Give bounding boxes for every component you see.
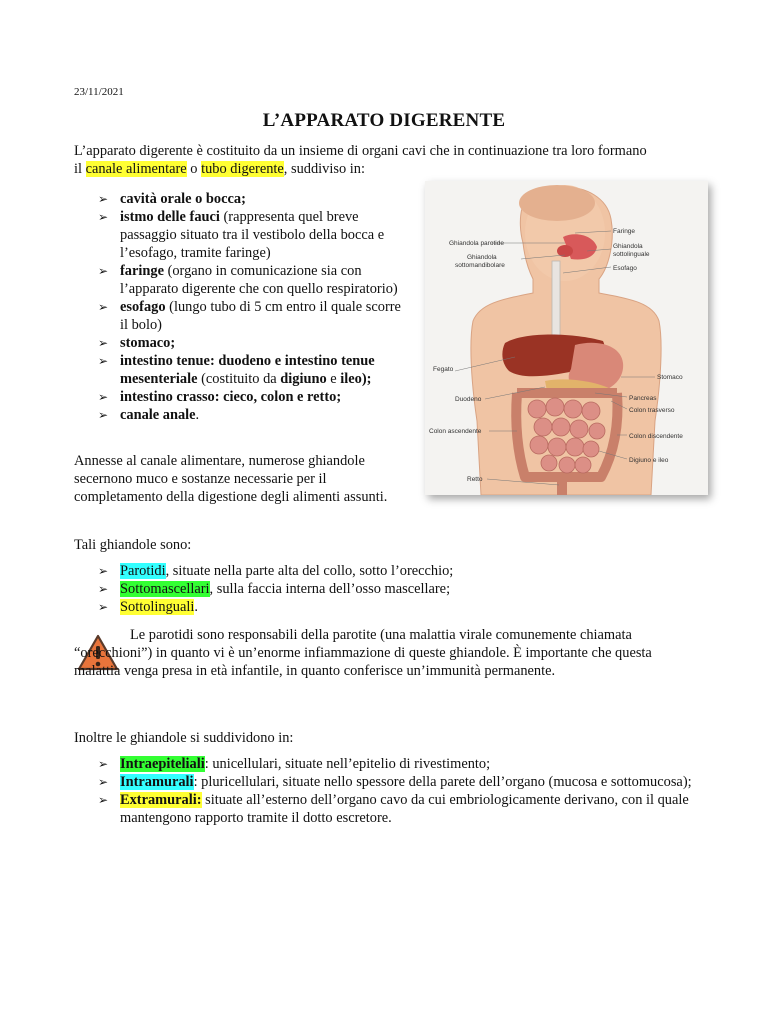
label-esofago: Esofago — [613, 265, 637, 272]
arrow-bullet-icon: ➢ — [98, 264, 109, 278]
page-title: L’APPARATO DIGERENTE — [262, 110, 506, 131]
arrow-bullet-icon: ➢ — [98, 600, 109, 614]
label-colon-discendente: Colon discendente — [629, 433, 683, 440]
arrow-bullet-icon: ➢ — [98, 336, 109, 350]
item-description: situate all’esterno dell’organo cavo da cui embriologicamente derivano, con il quale mantengono rapporto tramite il dotto escretore. — [120, 792, 689, 826]
anatomy-drawing — [425, 181, 708, 495]
label-stomaco: Stomaco — [657, 374, 683, 381]
highlight-tubo-digerente: tubo digerente — [201, 161, 284, 177]
label-faringe: Faringe — [613, 228, 636, 235]
item-term: ileo); — [340, 371, 372, 387]
item-term: esofago — [120, 299, 166, 315]
glands-list — [98, 562, 698, 616]
highlight-canale-alimentare: canale alimentare — [85, 161, 187, 177]
list-item — [98, 755, 698, 773]
item-description: (organo in comunicazione sia con l’apparato digerente che con quello respiratorio) — [120, 263, 398, 297]
label-pancreas: Pancreas — [629, 395, 657, 402]
item-term: canale anale — [120, 407, 196, 423]
item-description: . — [195, 407, 200, 423]
item-description: , situate nella parte alta del collo, sotto l’orecchio; — [165, 563, 454, 579]
item-term: faringe — [120, 263, 164, 279]
item-term: stomaco; — [120, 335, 176, 351]
list-item — [98, 388, 403, 406]
arrow-bullet-icon: ➢ — [98, 354, 109, 368]
highlight-sottolinguali: Sottolinguali — [120, 599, 195, 615]
item-description: : pluricellulari, situate nello spessore della parete dell’organo (mucosa e sottomucosa); — [193, 774, 692, 790]
digestive-system-illustration — [425, 181, 708, 495]
label-retto: Retto — [467, 476, 483, 483]
gland-types-list — [98, 755, 698, 827]
label-colon-ascendente: Colon ascendente — [429, 428, 482, 435]
tali-ghiandole-text: Tali ghiandole sono: — [74, 537, 192, 553]
list-item — [98, 352, 403, 388]
list-item — [98, 580, 698, 598]
highlight-intramurali: Intramurali — [120, 774, 194, 790]
item-description: (costituito da — [197, 371, 281, 387]
label-ghiandola-sottomandibolare-2: sottomandibolare — [455, 262, 505, 269]
arrow-bullet-icon: ➢ — [98, 793, 109, 807]
label-duodeno: Duodeno — [455, 396, 482, 403]
item-term: intestino crasso: cieco, colon e retto; — [120, 389, 342, 405]
annesse-paragraph: Annesse al canale alimentare, numerose ghiandole secernono muco e sostanze necessarie per il completamento della digestione degli alimenti assunti. — [74, 453, 388, 505]
digestive-parts-list — [98, 190, 403, 424]
list-item — [98, 298, 403, 334]
inoltre-text: Inoltre le ghiandole si suddividono in: — [74, 730, 294, 746]
warning-paragraph: Le parotidi sono responsabili della parotite (una malattia virale comunemente chiamata “orecchioni”) in quanto vi è un’enorme infiammazione di queste ghiandole. È importante che questa malattia venga presa in età infantile, in quanto conferisce un’immunità permanente. — [74, 627, 652, 679]
highlight-extramurali: Extramurali: — [120, 792, 202, 808]
list-item — [98, 334, 403, 352]
arrow-bullet-icon: ➢ — [98, 775, 109, 789]
label-colon-trasverso: Colon trasverso — [629, 407, 675, 414]
item-description: (rappresenta quel breve passaggio situato tra il vestibolo della bocca e l’esofago, tramite faringe) — [120, 209, 385, 261]
item-term: istmo delle fauci — [120, 209, 220, 225]
arrow-bullet-icon: ➢ — [98, 210, 109, 224]
arrow-bullet-icon: ➢ — [98, 390, 109, 404]
intro-line-1: L’apparato digerente è costituito da un insieme di organi cavi che in continuazione tra loro formano — [74, 143, 647, 159]
highlight-intraepiteliali: Intraepiteliali — [120, 756, 205, 772]
list-item — [98, 208, 403, 262]
list-item — [98, 406, 403, 424]
item-description: (lungo tubo di 5 cm entro il quale scorre il bolo) — [120, 299, 401, 333]
item-description: : unicellulari, situate nell’epitelio di rivestimento; — [204, 756, 491, 772]
arrow-bullet-icon: ➢ — [98, 757, 109, 771]
arrow-bullet-icon: ➢ — [98, 300, 109, 314]
item-term: digiuno — [280, 371, 327, 387]
label-ghiandola-parotide: Ghiandola parotide — [449, 240, 504, 247]
list-item — [98, 773, 698, 791]
intro-text: il — [74, 161, 86, 177]
list-item — [98, 791, 698, 827]
label-ghiandola-sottolinguale-2: sottolinguale — [613, 251, 650, 258]
item-term: intestino tenue: duodeno e intestino tenue mesenteriale — [120, 353, 375, 387]
intro-paragraph — [74, 142, 704, 178]
highlight-parotidi: Parotidi — [120, 563, 166, 579]
arrow-bullet-icon: ➢ — [98, 408, 109, 422]
label-fegato: Fegato — [433, 366, 454, 373]
document-date: 23/11/2021 — [74, 86, 124, 98]
item-description: . — [194, 599, 198, 615]
item-description: , sulla faccia interna dell’osso mascellare; — [209, 581, 451, 597]
list-item — [98, 262, 403, 298]
highlight-sottomascellari: Sottomascellari — [120, 581, 210, 597]
item-description: e — [326, 371, 341, 387]
label-digiuno-ileo: Digiuno e ileo — [629, 457, 669, 464]
intro-text: o — [186, 161, 202, 177]
arrow-bullet-icon: ➢ — [98, 192, 109, 206]
list-item — [98, 190, 403, 208]
intro-text: , suddiviso in: — [283, 161, 365, 177]
label-ghiandola-sottolinguale-1: Ghiandola — [613, 243, 643, 250]
list-item — [98, 598, 698, 616]
item-term: cavità orale o bocca; — [120, 191, 246, 207]
list-item — [98, 562, 698, 580]
intro-line-2 — [74, 160, 704, 178]
arrow-bullet-icon: ➢ — [98, 582, 109, 596]
label-ghiandola-sottomandibolare-1: Ghiandola — [467, 254, 497, 261]
arrow-bullet-icon: ➢ — [98, 564, 109, 578]
